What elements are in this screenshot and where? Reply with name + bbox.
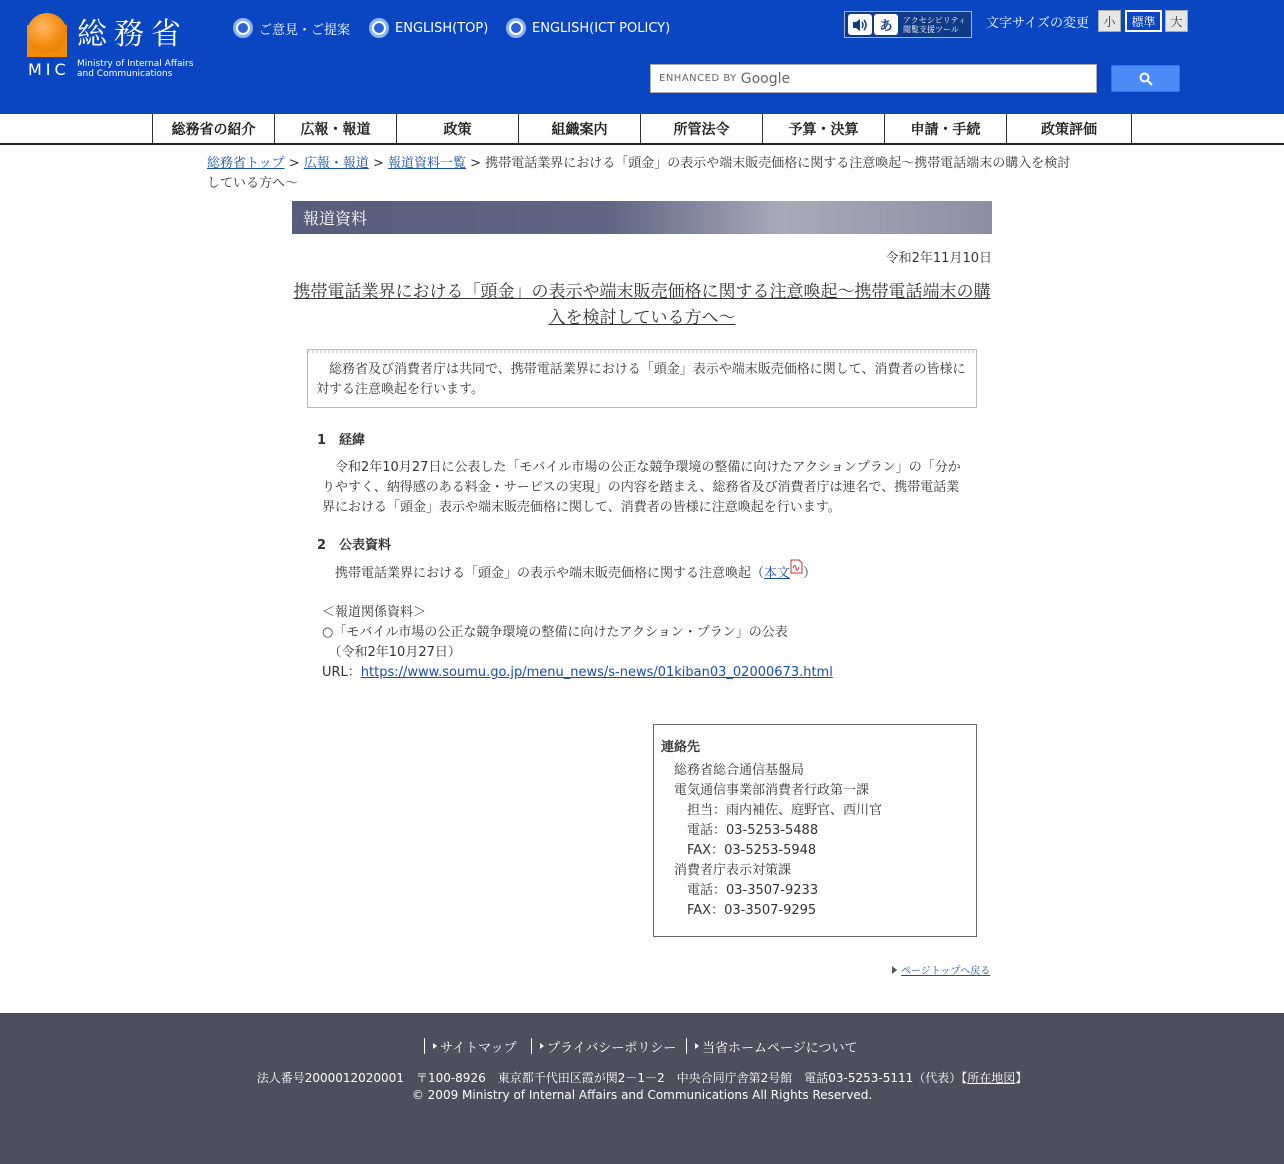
breadcrumb-separator: > — [470, 156, 482, 171]
english-ict-policy-link[interactable] — [506, 17, 670, 39]
nav-item-about[interactable]: 総務省の紹介 — [152, 114, 274, 143]
font-size-label: 文字サイズの変更 — [986, 16, 1089, 31]
page-top-link-label: ページトップへ戻る — [901, 966, 991, 977]
summary-box: 総務省及び消費者庁は共同で、携帯電話業界における「頭金」表示や端末販売価格に関して、消費者の皆様に対する注意喚起を行います。 — [307, 349, 977, 408]
url-label: URL： — [322, 665, 361, 680]
footer-address — [0, 1069, 1284, 1086]
section-2-item-suffix: ） — [803, 566, 817, 581]
arrow-right-icon — [892, 966, 897, 974]
contact-staff: 担当：雨内補佐、庭野官、西川官 — [687, 803, 883, 818]
contact-fax-2: FAX：03-3507-9295 — [687, 903, 817, 918]
breadcrumb-separator: > — [288, 156, 300, 171]
contact-fax-1: FAX：03-5253-5948 — [687, 843, 817, 858]
site-footer — [0, 1013, 1284, 1164]
pdf-icon — [790, 563, 803, 578]
accessibility-line-1: アクセシビリティ — [903, 15, 966, 25]
english-top-link-label: ENGLISH(TOP) — [395, 20, 489, 36]
accessibility-line-2: 閲覧支援ツール — [903, 24, 959, 34]
contact-dept-1: 電気通信事業部消費者行政第一課 — [674, 783, 870, 798]
nav-item-applications[interactable]: 申請・手続 — [884, 114, 1006, 143]
breadcrumb-link-top[interactable]: 総務省トップ — [207, 156, 285, 171]
contact-title: 連絡先 — [661, 740, 701, 755]
contact-org-1: 総務省総合通信基盤局 — [674, 763, 805, 778]
google-brand-label: Google — [740, 70, 791, 87]
search-icon — [1139, 72, 1153, 86]
search-button[interactable] — [1111, 65, 1180, 92]
footer-address-suffix: 】 — [1015, 1071, 1028, 1085]
search-enhanced-by-label: ENHANCED BY — [659, 73, 737, 84]
bullet-circle-icon — [369, 18, 389, 38]
contact-org-2: 消費者庁表示対策課 — [674, 863, 792, 878]
bullet-circle-icon — [233, 18, 253, 38]
section-1-body: 令和2年10月27日に公表した「モバイル市場の公正な競争環境の整備に向けたアクションプラン」の「分かりやすく、納得感のある料金・サービスの実現」の内容を踏まえ、総務省及び消費者庁は連名で、携帯電話業界における「頭金」表示や端末販売価格に関して、消費者の皆様に注意喚起を行います。 — [322, 460, 961, 515]
breadcrumb-current: 携帯電話業界における「頭金」の表示や端末販売価格に関する注意喚起～携帯電話端末の購入を検討している方へ～ — [207, 156, 1071, 191]
nav-item-evaluation[interactable]: 政策評価 — [1006, 114, 1132, 143]
logo-japanese-text[interactable]: 総務省 — [77, 17, 188, 52]
opinion-link[interactable] — [233, 17, 350, 39]
section-heading-bar: 報道資料 — [292, 201, 992, 234]
breadcrumb-separator: > — [372, 156, 384, 171]
logo-english-text[interactable] — [77, 59, 193, 79]
nav-item-budget[interactable]: 予算・決算 — [762, 114, 884, 143]
footer-map-link[interactable]: 所在地図 — [967, 1071, 1016, 1085]
footer-link-about-site[interactable] — [686, 1038, 857, 1054]
release-date: 令和2年11月10日 — [885, 251, 992, 266]
section-2-heading: 2 公表資料 — [317, 538, 392, 553]
contact-tel-1: 電話：03-5253-5488 — [687, 823, 819, 838]
nav-item-organization[interactable]: 組織案内 — [518, 114, 640, 143]
section-1-heading: 1 経緯 — [317, 433, 366, 448]
section-2-item — [322, 563, 967, 584]
related-date: （令和2年10月27日） — [322, 645, 461, 660]
logo-english-line-2: and Communications — [77, 69, 173, 79]
nav-item-laws[interactable]: 所管法令 — [640, 114, 762, 143]
breadcrumb — [207, 154, 1077, 194]
footer-link-sitemap-label: サイトマップ — [440, 1040, 517, 1056]
related-url-link[interactable]: https://www.soumu.go.jp/menu_news/s-news/01kiban03_02000673.html — [360, 665, 833, 680]
arrow-right-icon — [433, 1043, 437, 1049]
logo-english-line-1: Ministry of Internal Affairs — [77, 59, 194, 69]
font-size-standard-button[interactable]: 標準 — [1125, 10, 1162, 32]
pdf-main-text-link[interactable]: 本文 — [764, 566, 791, 581]
footer-link-privacy-label: プライバシーポリシー — [547, 1040, 677, 1056]
footer-copyright: © 2009 Ministry of Internal Affairs and Communications All Rights Reserved. — [411, 1088, 873, 1102]
accessibility-tool-label — [903, 16, 966, 34]
site-header — [0, 0, 1284, 114]
page-title: 携帯電話業界における「頭金」の表示や端末販売価格に関する注意喚起～携帯電話端末の購入を検討している方へ～ — [293, 282, 991, 328]
nav-item-policy[interactable]: 政策 — [396, 114, 518, 143]
footer-link-sitemap[interactable] — [424, 1038, 517, 1054]
logo-mic-text[interactable]: MIC — [28, 60, 70, 79]
arrow-right-icon — [695, 1043, 699, 1049]
english-ict-policy-link-label: ENGLISH(ICT POLICY) — [532, 20, 671, 36]
related-item: ○「モバイル市場の公正な競争環境の整備に向けたアクション・プラン」の公表 — [322, 625, 788, 640]
font-size-small-button[interactable]: 小 — [1098, 10, 1121, 32]
search-input[interactable] — [650, 64, 1097, 93]
related-heading: ＜報道関係資料＞ — [322, 605, 427, 620]
contact-box — [653, 724, 977, 937]
bullet-circle-icon — [506, 18, 526, 38]
footer-link-about-site-label: 当省ホームページについて — [702, 1040, 858, 1056]
related-url-line — [322, 663, 967, 683]
breadcrumb-link-press[interactable]: 広報・報道 — [303, 156, 369, 171]
logo-orange-circle-icon — [27, 13, 67, 53]
font-size-large-button[interactable]: 大 — [1165, 10, 1188, 32]
speaker-icon — [848, 14, 872, 35]
section-2-item-text: 携帯電話業界における「頭金」の表示や端末販売価格に関する注意喚起（ — [322, 566, 765, 581]
breadcrumb-link-press-list[interactable]: 報道資料一覧 — [388, 156, 467, 171]
opinion-link-label: ご意見・ご提案 — [259, 22, 351, 38]
arrow-right-icon — [540, 1043, 544, 1049]
nav-item-press[interactable]: 広報・報道 — [274, 114, 396, 143]
contact-tel-2: 電話：03-3507-9233 — [687, 883, 819, 898]
page-top-link[interactable] — [892, 962, 990, 977]
hiragana-a-icon: あ — [874, 14, 898, 35]
global-nav — [0, 114, 1284, 145]
footer-link-privacy[interactable] — [531, 1038, 676, 1054]
footer-address-text: 法人番号2000012020001 〒100-8926 東京都千代田区霞が関2－1－2 中央合同庁舎第2号館 電話03-5253-5111（代表）【 — [256, 1071, 968, 1085]
accessibility-tool-button[interactable] — [844, 11, 972, 38]
english-top-link[interactable] — [369, 17, 488, 39]
